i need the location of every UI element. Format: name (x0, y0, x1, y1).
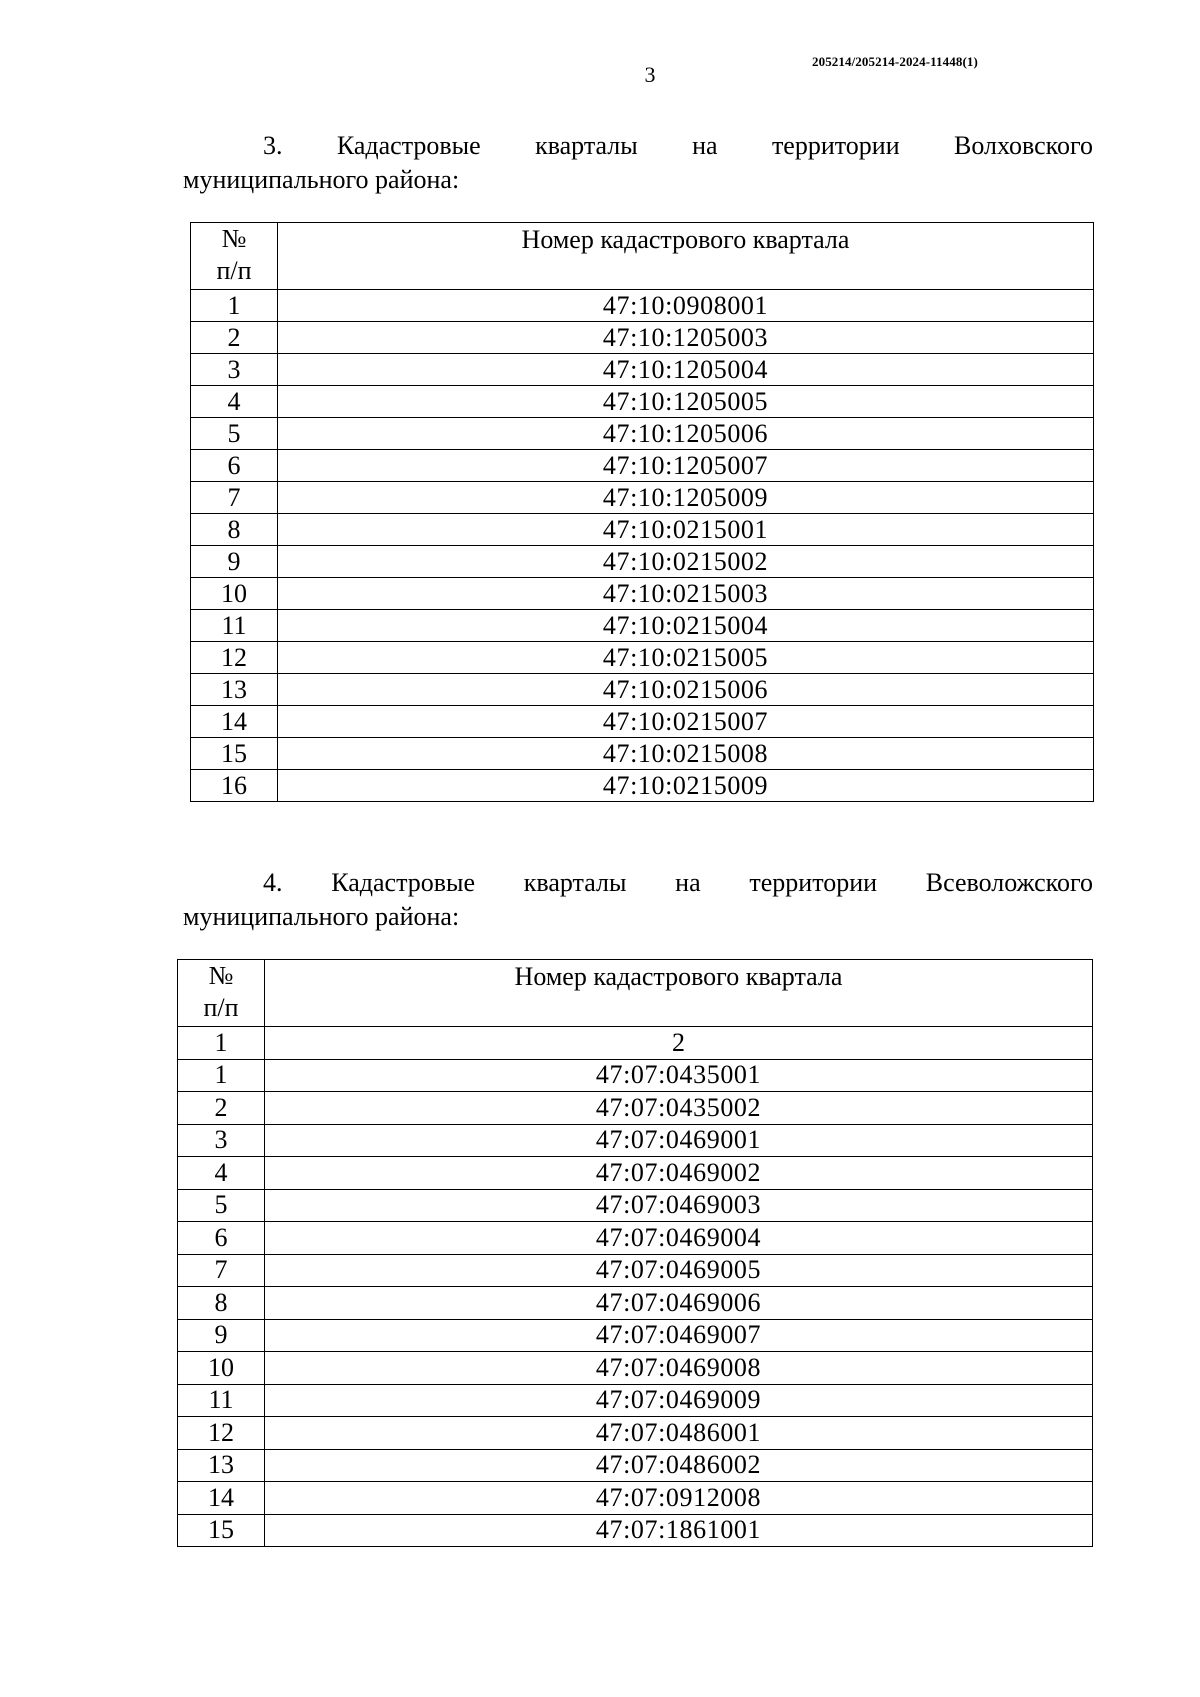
table-row (191, 578, 1094, 610)
row-number-cell: 15 (191, 738, 278, 770)
table-row (178, 1189, 1093, 1222)
cadastral-number-cell: 47:10:1205003 (278, 322, 1094, 354)
header-number-abbrev: п/п (216, 256, 252, 285)
header-number-symbol: № (221, 224, 247, 253)
row-number-cell: 7 (191, 482, 278, 514)
cadastral-number-cell: 47:07:1861001 (265, 1514, 1093, 1547)
row-number-cell: 8 (191, 514, 278, 546)
row-number-cell: 9 (178, 1319, 265, 1352)
table-row (191, 482, 1094, 514)
section-3-number: 3. (263, 131, 283, 160)
table-row (191, 546, 1094, 578)
row-number-cell: 3 (191, 354, 278, 386)
heading-word: Кадастровые (336, 131, 481, 160)
table-row (191, 386, 1094, 418)
table-row (191, 706, 1094, 738)
header-number-cell (178, 960, 265, 1027)
table-row (178, 1222, 1093, 1255)
cadastral-number-cell: 47:07:0469005 (265, 1254, 1093, 1287)
header-number-abbrev: п/п (203, 993, 239, 1022)
table-row (178, 1059, 1093, 1092)
section-4-number: 4. (263, 868, 283, 897)
table-row (178, 1319, 1093, 1352)
table-row (191, 322, 1094, 354)
table-row (178, 1352, 1093, 1385)
cadastral-number-cell: 47:10:0908001 (278, 290, 1094, 322)
cadastral-number-cell: 47:10:1205007 (278, 450, 1094, 482)
section-4-heading (183, 866, 1093, 934)
section-4-heading-line2: муниципального района: (183, 902, 460, 931)
cadastral-number-cell: 47:10:0215003 (278, 578, 1094, 610)
document-id: 205214/205214-2024-11448(1) (812, 54, 978, 69)
row-number-cell: 4 (178, 1157, 265, 1190)
cadastral-number-cell: 47:07:0486001 (265, 1417, 1093, 1450)
row-number-cell: 15 (178, 1514, 265, 1547)
heading-word: Волховского (953, 131, 1093, 160)
table-row (178, 1157, 1093, 1190)
row-number-cell: 12 (178, 1417, 265, 1450)
cadastral-number-cell: 47:10:0215007 (278, 706, 1094, 738)
page-number: 3 (644, 62, 656, 87)
table-row (178, 1254, 1093, 1287)
table-header-row (191, 223, 1094, 290)
cadastral-number-cell: 47:07:0469002 (265, 1157, 1093, 1190)
cadastral-number-cell: 47:07:0469008 (265, 1352, 1093, 1385)
table-row (178, 1482, 1093, 1515)
table-row (178, 1417, 1093, 1450)
header-number-symbol: № (208, 961, 234, 990)
cadastral-number-cell: 47:10:1205006 (278, 418, 1094, 450)
cadastral-number-cell: 47:10:0215002 (278, 546, 1094, 578)
row-number-cell: 2 (178, 1092, 265, 1125)
cadastral-number-cell: 47:10:0215006 (278, 674, 1094, 706)
row-number-cell: 7 (178, 1254, 265, 1287)
row-number-cell: 6 (191, 450, 278, 482)
row-number-cell: 10 (178, 1352, 265, 1385)
table-row (191, 290, 1094, 322)
row-number-cell: 1 (191, 290, 278, 322)
row-number-cell: 10 (191, 578, 278, 610)
row-number-cell: 5 (191, 418, 278, 450)
cadastral-number-cell: 47:10:0215008 (278, 738, 1094, 770)
table-row (178, 1514, 1093, 1547)
row-number-cell: 2 (191, 322, 278, 354)
row-number-cell: 1 (178, 1059, 265, 1092)
cadastral-number-cell: 47:10:1205005 (278, 386, 1094, 418)
cadastral-number-cell: 47:10:0215005 (278, 642, 1094, 674)
table-row (191, 450, 1094, 482)
cadastral-number-cell: 47:07:0435002 (265, 1092, 1093, 1125)
column-index-number: 1 (178, 1027, 265, 1060)
table-row (191, 738, 1094, 770)
cadastral-number-cell: 47:07:0469001 (265, 1124, 1093, 1157)
cadastral-number-cell: 47:07:0469009 (265, 1384, 1093, 1417)
row-number-cell: 11 (191, 610, 278, 642)
cadastral-number-cell: 47:07:0435001 (265, 1059, 1093, 1092)
cadastral-number-cell: 47:07:0486002 (265, 1449, 1093, 1482)
row-number-cell: 3 (178, 1124, 265, 1157)
cadastral-number-cell: 47:07:0912008 (265, 1482, 1093, 1515)
table-header-row (178, 960, 1093, 1027)
row-number-cell: 13 (191, 674, 278, 706)
table-row (178, 1092, 1093, 1125)
row-number-cell: 9 (191, 546, 278, 578)
heading-word: кварталы (523, 868, 627, 897)
cadastral-number-cell: 47:10:1205009 (278, 482, 1094, 514)
table-row (178, 1124, 1093, 1157)
row-number-cell: 11 (178, 1384, 265, 1417)
heading-word: Кадастровые (331, 868, 476, 897)
heading-word: кварталы (535, 131, 638, 160)
row-number-cell: 13 (178, 1449, 265, 1482)
heading-word: на (675, 868, 701, 897)
row-number-cell: 14 (191, 706, 278, 738)
table-row (178, 1384, 1093, 1417)
row-number-cell: 14 (178, 1482, 265, 1515)
row-number-cell: 4 (191, 386, 278, 418)
column-index-value: 2 (265, 1027, 1093, 1060)
cadastral-number-cell: 47:07:0469007 (265, 1319, 1093, 1352)
table-row (191, 610, 1094, 642)
column-index-row (178, 1027, 1093, 1060)
row-number-cell: 12 (191, 642, 278, 674)
cadastral-number-cell: 47:07:0469004 (265, 1222, 1093, 1255)
section-3-heading (183, 129, 1093, 197)
cadastral-number-cell: 47:07:0469006 (265, 1287, 1093, 1320)
table-row (178, 1287, 1093, 1320)
section-3-heading-line1 (183, 129, 1093, 163)
table-row (191, 354, 1094, 386)
section-4-table (177, 959, 1093, 1547)
table-row (191, 418, 1094, 450)
table-row (191, 514, 1094, 546)
cadastral-number-cell: 47:10:0215004 (278, 610, 1094, 642)
cadastral-number-cell: 47:10:0215001 (278, 514, 1094, 546)
cadastral-number-cell: 47:10:0215009 (278, 770, 1094, 802)
table-row (191, 642, 1094, 674)
table-row (191, 770, 1094, 802)
row-number-cell: 5 (178, 1189, 265, 1222)
section-3-heading-line2: муниципального района: (183, 165, 460, 194)
cadastral-number-cell: 47:07:0469003 (265, 1189, 1093, 1222)
header-value-cell: Номер кадастрового квартала (278, 223, 1094, 290)
heading-word: на (692, 131, 718, 160)
table-row (178, 1449, 1093, 1482)
table-row (191, 674, 1094, 706)
row-number-cell: 6 (178, 1222, 265, 1255)
heading-word: Всеволожского (925, 868, 1093, 897)
header-number-cell (191, 223, 278, 290)
cadastral-number-cell: 47:10:1205004 (278, 354, 1094, 386)
row-number-cell: 16 (191, 770, 278, 802)
heading-word: территории (771, 131, 900, 160)
section-4-heading-line1 (183, 866, 1093, 900)
header-value-cell: Номер кадастрового квартала (265, 960, 1093, 1027)
row-number-cell: 8 (178, 1287, 265, 1320)
heading-word: территории (749, 868, 878, 897)
section-3-table (190, 222, 1094, 802)
